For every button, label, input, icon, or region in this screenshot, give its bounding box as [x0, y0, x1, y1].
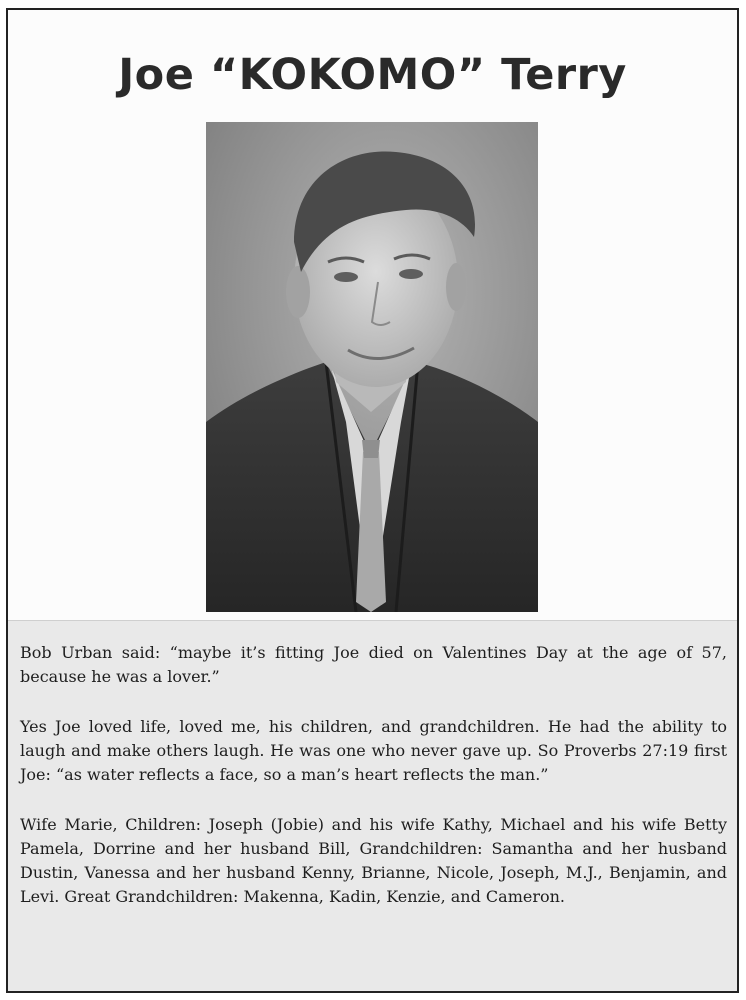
- portrait-photo: [206, 122, 538, 612]
- memorial-page: [6, 8, 739, 993]
- quote-paragraph: Bob Urban said: “maybe it’s fitting Joe died on Valentines Day at the age of 57, because he was a lover.”: [20, 643, 727, 686]
- family-paragraph: Wife Marie, Children: Joseph (Jobie) and his wife Kathy, Michael and his wife Betty Pamela, Dorrine and her husband Bill, Grandchildren: Samantha and her husband Dustin, Vanessa and her husband Kenny, Brianne, Nicole, Joseph, M.J., Benjamin, and Levi. Great Grandchildren: Makenna, Kadin, Kenzie, and Cameron.: [20, 815, 727, 906]
- page-title: Joe “KOKOMO” Terry: [118, 50, 627, 100]
- tribute-paragraph: Yes Joe loved life, loved me, his children, and grandchildren. He had the ability to laugh and make others laugh. He was one who never gave up. So Proverbs 27:19 first Joe: “as water reflects a face, so a man’s heart reflects the man.”: [20, 717, 727, 784]
- portrait-photo-icon: [206, 122, 538, 612]
- obituary-text-panel: [8, 620, 737, 991]
